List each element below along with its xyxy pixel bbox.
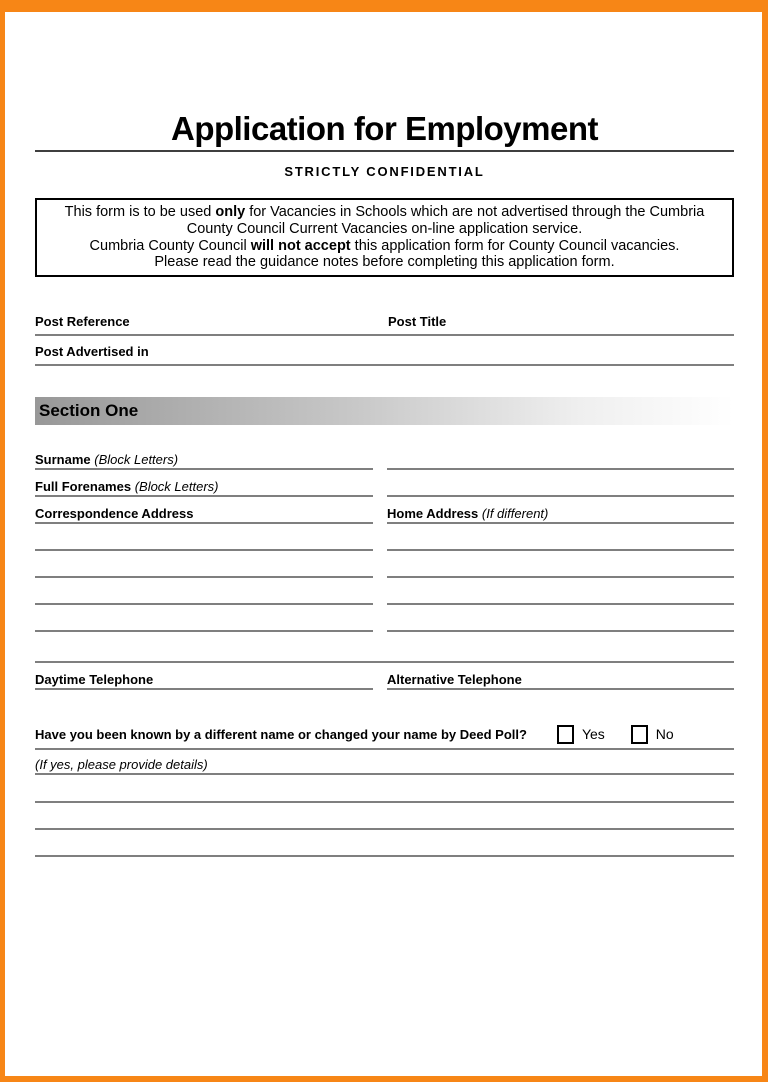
correspondence-address-line-1[interactable]	[35, 527, 373, 551]
title-divider	[35, 150, 734, 152]
notice-text-2-bold: will not accept	[250, 237, 351, 254]
deed-poll-no-checkbox[interactable]	[631, 725, 648, 744]
confidential-label: STRICTLY CONFIDENTIAL	[284, 164, 485, 179]
notice-text-1b: for Vacancies in Schools which are not advertised through the Cumbria County Council Current Vacancies on-line application service.	[186, 204, 705, 237]
notice-text-1a: This form is to be used	[64, 204, 216, 220]
address-blank-row-2	[35, 554, 734, 578]
forenames-row-right-line[interactable]	[387, 473, 734, 497]
deed-poll-no-group	[631, 725, 674, 744]
form-title: Application for Employment	[170, 110, 599, 147]
notice-box	[35, 198, 734, 277]
forenames-row	[35, 473, 734, 497]
notice-text-2b: this application form for County Council vacancies.	[350, 237, 680, 254]
deed-poll-yes-group	[557, 725, 605, 744]
forenames-hint: (Block Letters)	[131, 479, 219, 495]
details-blank-line-1[interactable]	[35, 779, 734, 803]
correspondence-address-label: Correspondence Address	[35, 506, 194, 522]
post-reference-label: Post Reference	[35, 314, 130, 330]
home-address-label: Home Address	[387, 506, 479, 522]
home-address-line-2[interactable]	[387, 554, 734, 578]
address-blank-row-4	[35, 608, 734, 632]
section-one-header	[35, 397, 734, 425]
alternative-telephone-label: Alternative Telephone	[387, 672, 522, 688]
details-blank-line-2[interactable]	[35, 806, 734, 830]
post-advertised-label: Post Advertised in	[35, 344, 149, 360]
daytime-telephone-label: Daytime Telephone	[35, 672, 154, 688]
surname-label: Surname	[35, 452, 91, 468]
address-blank-row-3	[35, 581, 734, 605]
home-address-line-1[interactable]	[387, 527, 734, 551]
home-address-field[interactable]	[387, 500, 734, 524]
deed-poll-details-field[interactable]	[35, 752, 734, 775]
deed-poll-details-hint: (If yes, please provide details)	[35, 757, 208, 773]
correspondence-address-line-4[interactable]	[35, 608, 373, 632]
post-title-field[interactable]	[388, 313, 446, 331]
alternative-telephone-field[interactable]	[387, 666, 734, 690]
post-reference-field[interactable]	[35, 313, 388, 331]
correspondence-address-field[interactable]	[35, 500, 373, 524]
telephone-row	[35, 666, 734, 690]
notice-text-3: Please read the guidance notes before completing this application form.	[154, 254, 615, 271]
post-advertised-field[interactable]	[35, 343, 734, 366]
address-full-width-line[interactable]	[35, 639, 734, 663]
post-title-label: Post Title	[387, 314, 447, 330]
deed-poll-question-row	[35, 720, 734, 750]
address-blank-row-1	[35, 527, 734, 551]
forenames-label: Full Forenames	[35, 479, 132, 495]
home-address-line-4[interactable]	[387, 608, 734, 632]
daytime-telephone-field[interactable]	[35, 666, 373, 690]
section-one-title: Section One	[39, 401, 139, 421]
correspondence-address-line-3[interactable]	[35, 581, 373, 605]
notice-text-2a: Cumbria County Council	[89, 237, 251, 254]
notice-text-1-bold: only	[215, 204, 246, 220]
home-address-hint: (If different)	[478, 506, 549, 522]
post-reference-title-row[interactable]	[35, 313, 734, 336]
address-labels-row	[35, 500, 734, 524]
surname-field[interactable]	[35, 446, 373, 470]
surname-row	[35, 446, 734, 470]
deed-poll-question: Have you been known by a different name or changed your name by Deed Poll?	[35, 726, 527, 742]
deed-poll-yes-label: Yes	[581, 726, 605, 743]
details-blank-line-3[interactable]	[35, 833, 734, 857]
surname-row-right-line[interactable]	[387, 446, 734, 470]
page-content	[5, 111, 762, 857]
deed-poll-no-label: No	[655, 726, 674, 743]
correspondence-address-line-2[interactable]	[35, 554, 373, 578]
deed-poll-yes-checkbox[interactable]	[557, 725, 574, 744]
home-address-line-3[interactable]	[387, 581, 734, 605]
surname-hint: (Block Letters)	[90, 452, 179, 468]
forenames-field[interactable]	[35, 473, 373, 497]
